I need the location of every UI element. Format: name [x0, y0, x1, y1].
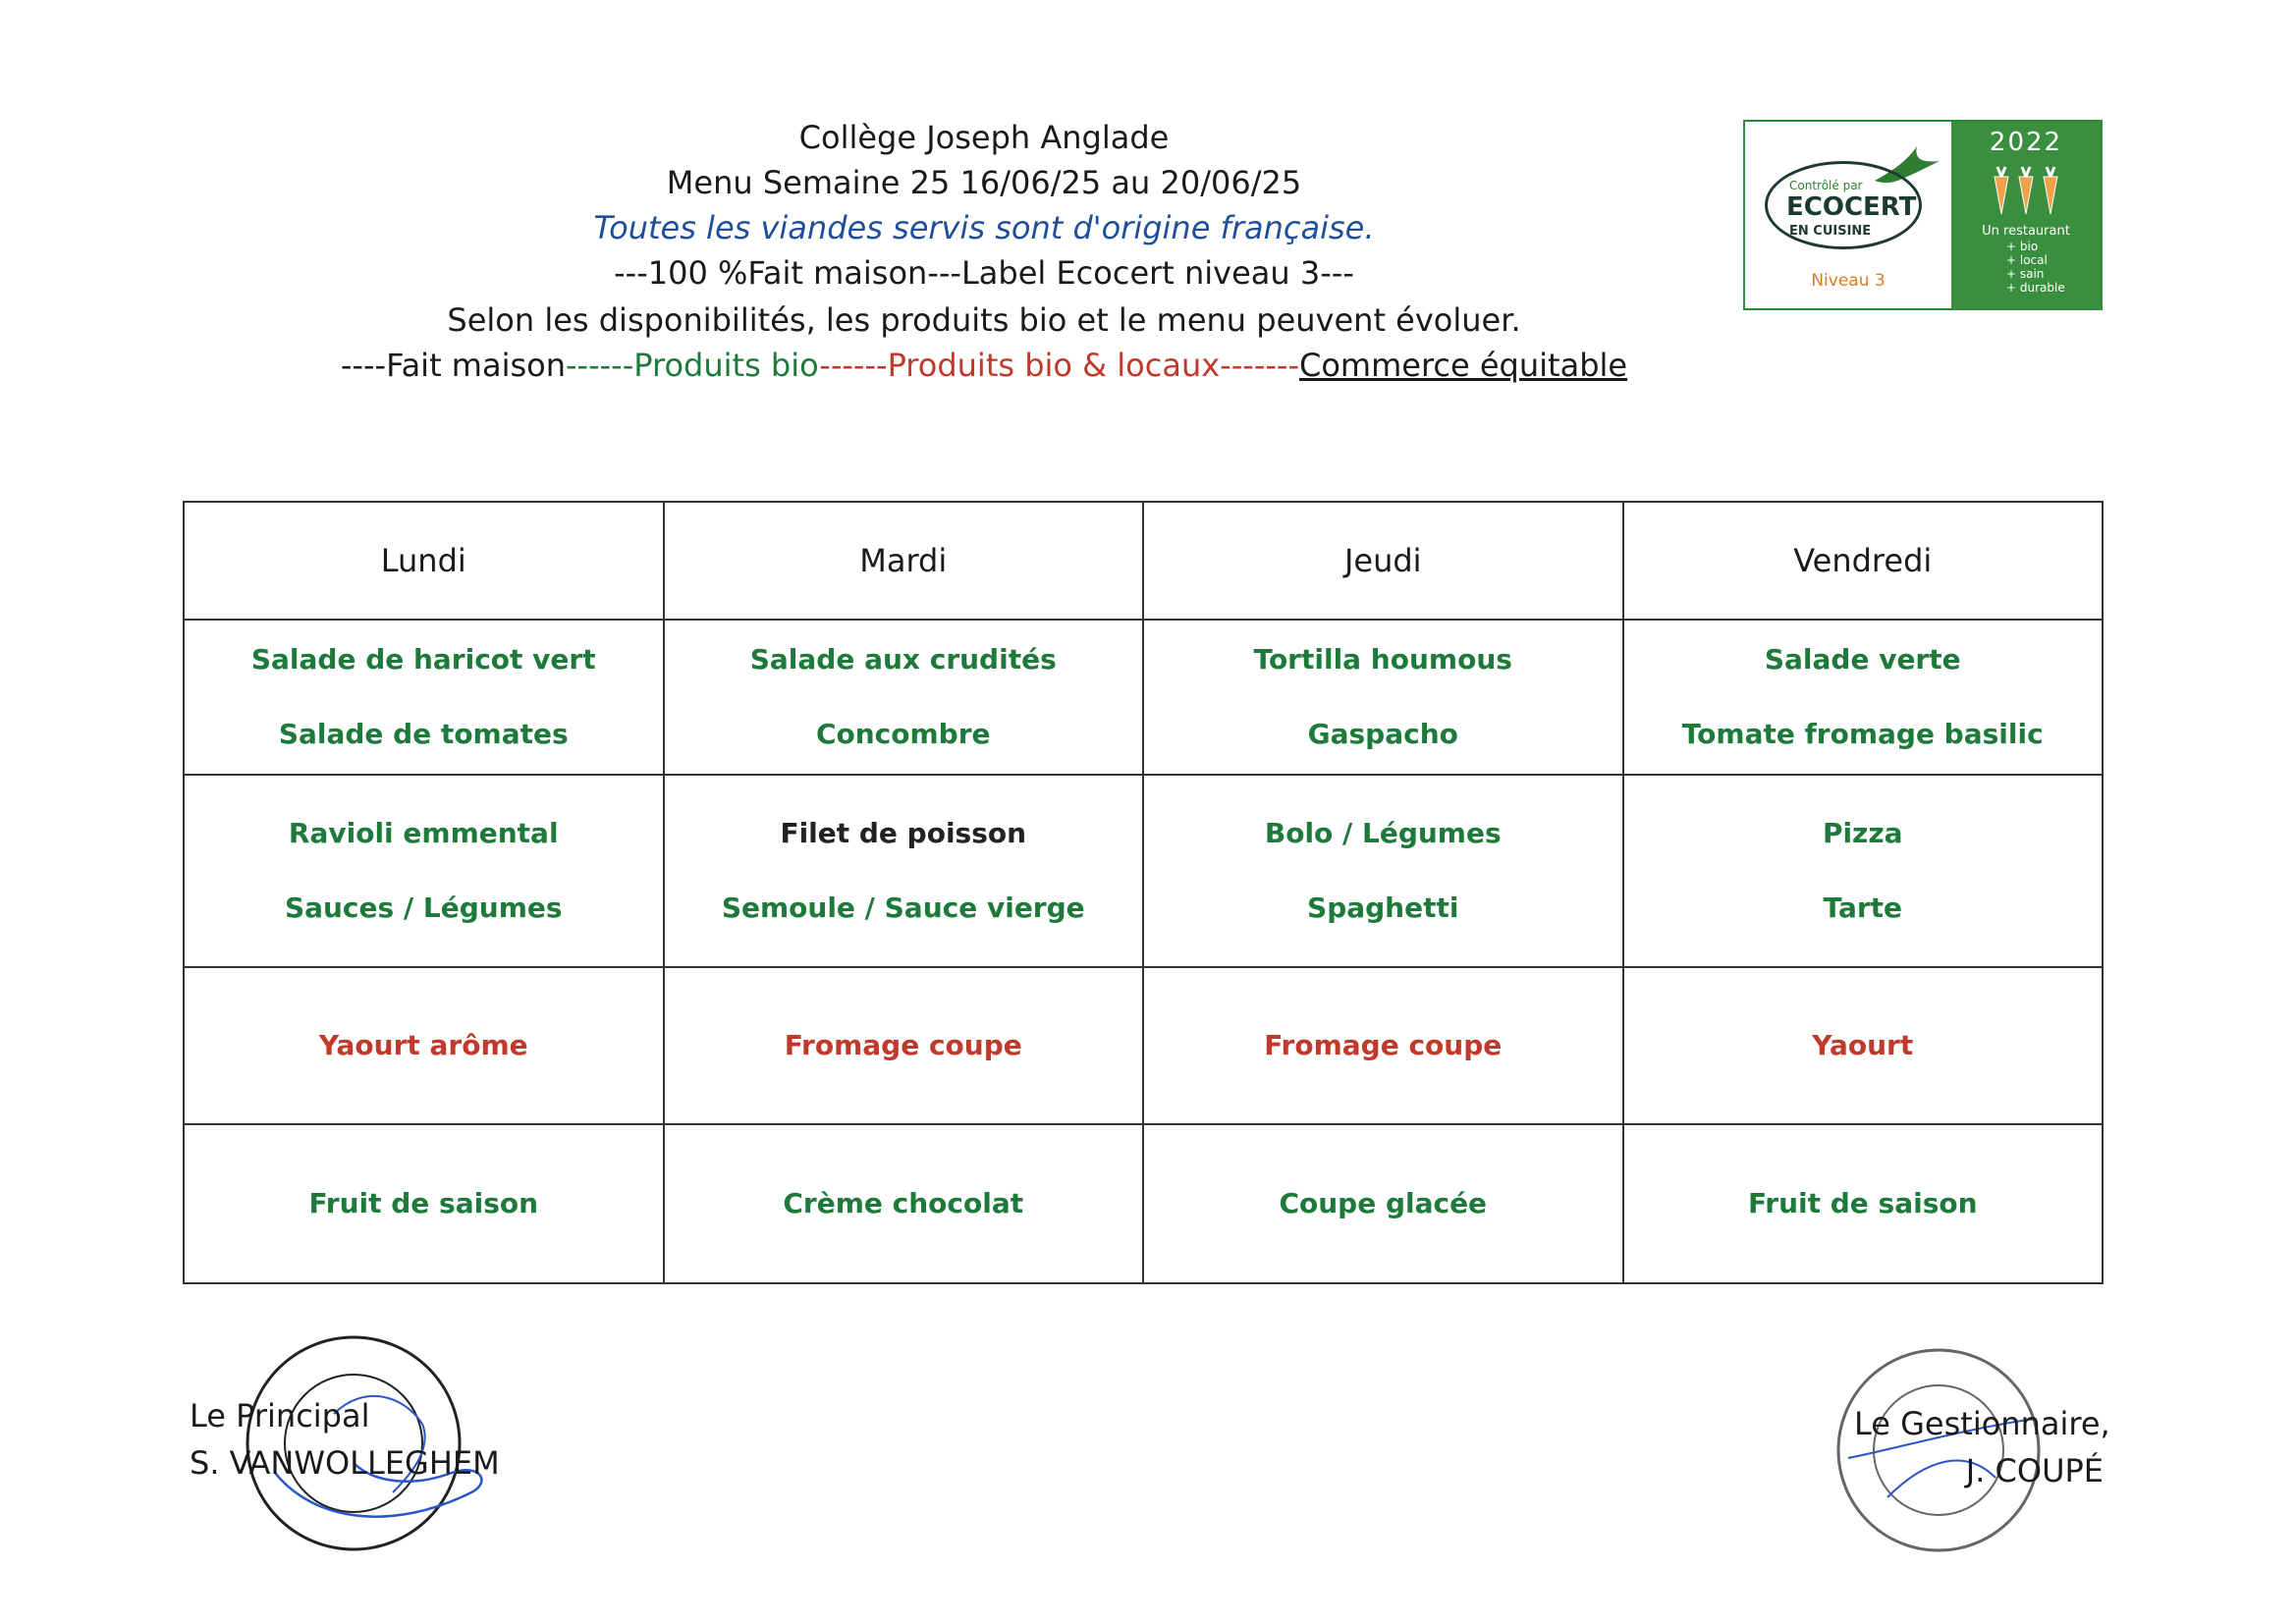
day-header: Vendredi	[1623, 502, 2104, 620]
ecocert-sub: EN CUISINE	[1789, 224, 1872, 239]
principal-title: Le Principal	[190, 1397, 370, 1434]
dish-item: Crème chocolat	[783, 1187, 1024, 1219]
menu-cell	[1143, 620, 1623, 775]
menu-cell	[1623, 1124, 2104, 1283]
quality-item: + local	[2006, 253, 2048, 267]
carrots-icon	[1989, 165, 2063, 218]
dish-item: Spaghetti	[1307, 892, 1459, 924]
dish-item: Salade aux crudités	[749, 643, 1057, 676]
menu-cell	[184, 967, 664, 1124]
school-name: Collège Joseph Anglade	[798, 119, 1170, 156]
legend-fait-maison: Fait maison	[386, 347, 566, 384]
legend-sep-3: -------	[1220, 347, 1299, 384]
weekly-menu-table	[183, 501, 2104, 1284]
ecocert-brand: ECOCERT	[1786, 192, 1917, 222]
menu-cell	[184, 620, 664, 775]
ecocert-restaurant: Un restaurant	[1982, 224, 2070, 239]
ecocert-qualities	[2006, 240, 2065, 295]
day-header: Mardi	[664, 502, 1144, 620]
quality-item: + sain	[2006, 267, 2045, 281]
principal-name: S. VANWOLLEGHEM	[190, 1444, 500, 1482]
day-header: Lundi	[184, 502, 664, 620]
dish-item: Concombre	[815, 718, 991, 750]
legend-bio: Produits bio	[633, 347, 820, 384]
quality-item: + bio	[2006, 240, 2039, 253]
dish-item: Filet de poisson	[780, 817, 1027, 849]
ecocert-controle: Contrôlé par	[1789, 179, 1863, 192]
legend-sep-1: ------	[565, 347, 634, 384]
availability-note: Selon les disponibilités, les produits bio et le menu peuvent évoluer.	[447, 301, 1521, 339]
dish-item: Coupe glacée	[1279, 1187, 1488, 1219]
legend-bio-locaux: Produits bio & locaux	[887, 347, 1221, 384]
days-header-row	[184, 502, 2103, 620]
principal-signature	[190, 1392, 500, 1487]
menu-cell	[664, 967, 1144, 1124]
menu-cell	[1143, 1124, 1623, 1283]
dish-item: Semoule / Sauce vierge	[721, 892, 1085, 924]
color-legend	[0, 344, 2132, 387]
menu-cell	[1623, 775, 2104, 967]
dish-item: Fromage coupe	[784, 1029, 1022, 1061]
ecocert-logo	[1743, 120, 2103, 310]
dish-item: Tortilla houmous	[1253, 643, 1512, 676]
dish-item: Ravioli emmental	[288, 817, 559, 849]
starters-row	[184, 620, 2103, 775]
dish-item: Yaourt	[1812, 1029, 1914, 1061]
meat-origin-note: Toutes les viandes servis sont d'origine française.	[593, 209, 1375, 246]
ecocert-year: 2022	[1989, 128, 2063, 157]
menu-cell	[184, 1124, 664, 1283]
dish-item: Yaourt arôme	[318, 1029, 528, 1061]
gestionnaire-title: Le Gestionnaire,	[1854, 1405, 2110, 1442]
menu-cell	[664, 1124, 1144, 1283]
dairy-row	[184, 967, 2103, 1124]
dish-item: Tomate fromage basilic	[1681, 718, 2044, 750]
dish-item: Fromage coupe	[1264, 1029, 1503, 1061]
dish-item: Tarte	[1823, 892, 1903, 924]
quality-item: + durable	[2006, 281, 2065, 295]
menu-cell	[1623, 620, 2104, 775]
ecocert-year-panel	[1951, 122, 2101, 308]
day-header: Jeudi	[1143, 502, 1623, 620]
mains-row	[184, 775, 2103, 967]
dish-item: Pizza	[1822, 817, 1903, 849]
ecocert-badge	[1745, 122, 1951, 308]
menu-cell	[664, 775, 1144, 967]
menu-cell	[1623, 967, 2104, 1124]
menu-cell	[1143, 775, 1623, 967]
dish-item: Fruit de saison	[1747, 1187, 1978, 1219]
dish-item: Salade verte	[1764, 643, 1961, 676]
ecocert-level: Niveau 3	[1811, 271, 1886, 291]
dish-item: Gaspacho	[1307, 718, 1458, 750]
legend-sep-2: ------	[819, 347, 888, 384]
dish-item: Sauces / Légumes	[284, 892, 563, 924]
dish-item: Fruit de saison	[308, 1187, 539, 1219]
menu-cell	[1143, 967, 1623, 1124]
dish-item: Salade de tomates	[278, 718, 569, 750]
menu-cell	[184, 775, 664, 967]
menu-cell	[664, 620, 1144, 775]
legend-prefix: ----	[340, 347, 387, 384]
week-title: Menu Semaine 25 16/06/25 au 20/06/25	[666, 164, 1302, 201]
gestionnaire-signature	[1854, 1400, 2110, 1494]
label-line: ---100 %Fait maison---Label Ecocert niveau 3---	[614, 254, 1354, 292]
gestionnaire-name: J. COUPÉ	[1965, 1452, 2104, 1489]
desserts-row	[184, 1124, 2103, 1283]
dish-item: Bolo / Légumes	[1264, 817, 1502, 849]
legend-equitable: Commerce équitable	[1299, 347, 1628, 384]
dish-item: Salade de haricot vert	[250, 643, 596, 676]
